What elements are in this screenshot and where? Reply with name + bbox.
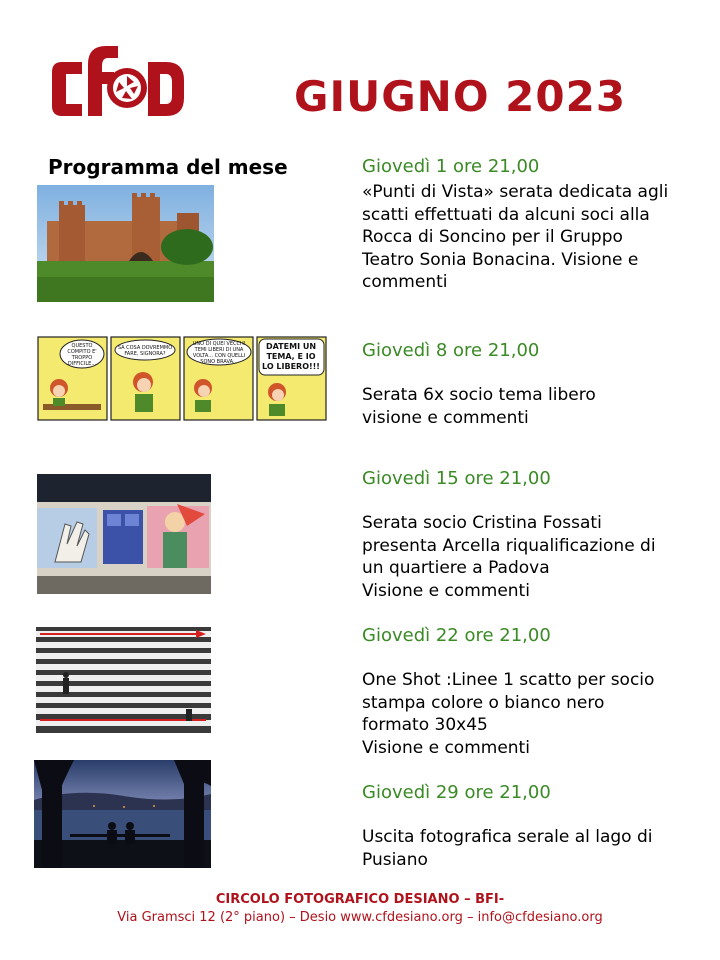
svg-text:TROPPO: TROPPO xyxy=(71,355,93,361)
event-description: One Shot :Linee 1 scatto per socio stampa colore o bianco nero formato 30x45 Visione e commenti xyxy=(362,670,655,758)
section-subtitle: Programma del mese xyxy=(48,155,288,179)
club-logo xyxy=(48,38,188,122)
svg-text:SA COSA DOVREMMO: SA COSA DOVREMMO xyxy=(117,345,173,351)
svg-text:COMPITO E': COMPITO E' xyxy=(67,349,97,355)
svg-text:QUESTO: QUESTO xyxy=(71,343,93,349)
event-description: Serata socio Cristina Fossati presenta Arcella riqualificazione di un quartiere a Padova Visione e commenti xyxy=(362,513,656,601)
svg-text:DIFFICILE...: DIFFICILE... xyxy=(67,361,97,367)
footer-address: Via Gramsci 12 (2° piano) – Desio www.cfdesiano.org – info@cfdesiano.org xyxy=(117,910,603,925)
svg-text:SONO BRAVA...: SONO BRAVA... xyxy=(200,359,238,365)
page-title: GIUGNO 2023 xyxy=(294,72,627,121)
castle-photo xyxy=(37,185,214,302)
svg-text:UNO DI QUEI VECCHI: UNO DI QUEI VECCHI xyxy=(192,341,246,347)
event-date: Giovedì 29 ore 21,00 xyxy=(362,782,551,803)
footer-club-name: CIRCOLO FOTOGRAFICO DESIANO – BFI- xyxy=(215,892,505,907)
mural-photo xyxy=(37,474,211,594)
event-date: Giovedì 8 ore 21,00 xyxy=(362,340,540,361)
event-description: Uscita fotografica serale al lago di Pusiano xyxy=(362,827,653,870)
svg-text:LO LIBERO!!!: LO LIBERO!!! xyxy=(262,362,320,371)
event-date: Giovedì 22 ore 21,00 xyxy=(362,625,551,646)
event-description: Serata 6x socio tema libero visione e commenti xyxy=(362,385,596,428)
svg-text:FARE, SIGNORA?: FARE, SIGNORA? xyxy=(124,351,166,357)
svg-text:VOLTA... CON QUELLI: VOLTA... CON QUELLI xyxy=(192,353,246,359)
comic-strip xyxy=(37,336,327,422)
event-date: Giovedì 15 ore 21,00 xyxy=(362,468,551,489)
svg-text:TEMI LIBERI DI UNA: TEMI LIBERI DI UNA xyxy=(194,347,244,353)
lake-photo xyxy=(34,760,211,868)
event-description: «Punti di Vista» serata dedicata agli scatti effettuati da alcuni soci alla Rocca di Soncino per il Gruppo Teatro Sonia Bonacina. Visione e commenti xyxy=(362,182,669,293)
stripes-photo xyxy=(36,627,211,733)
svg-text:TEMA, E IO: TEMA, E IO xyxy=(266,352,316,361)
event-date: Giovedì 1 ore 21,00 xyxy=(362,156,540,177)
svg-text:DATEMI UN: DATEMI UN xyxy=(265,342,317,351)
